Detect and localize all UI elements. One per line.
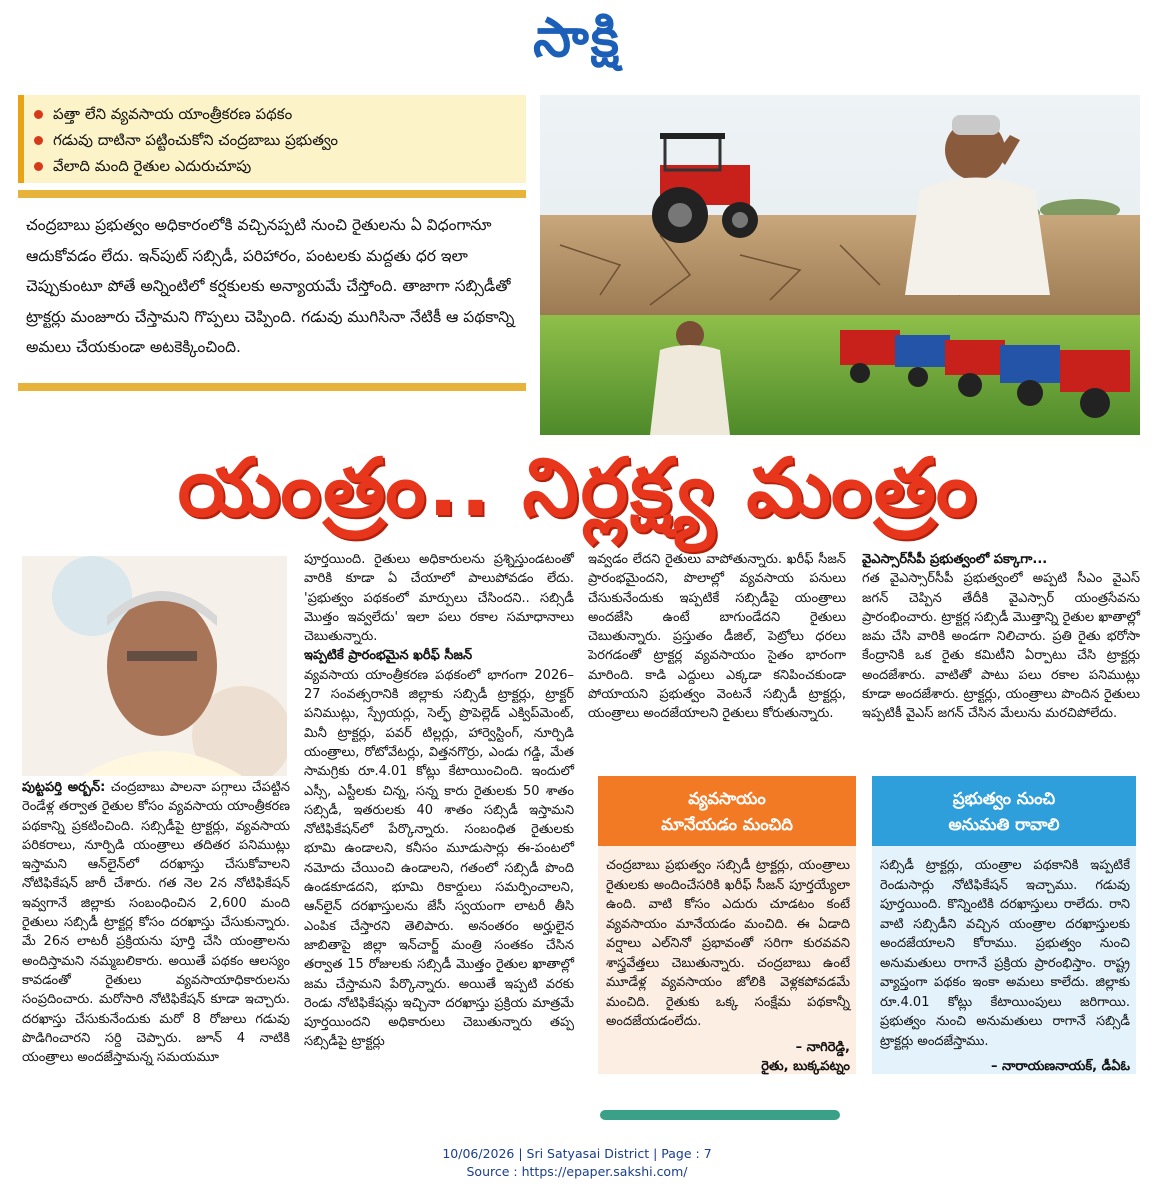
box-title-line: ప్రభుత్వం నుంచి: [952, 789, 1056, 808]
key-point-text: పత్తా లేని వ్యవసాయ యాంత్రీకరణ పథకం: [53, 105, 293, 123]
bullet-dot-icon: [34, 136, 43, 145]
key-point: [34, 153, 516, 179]
quote-signature: – నారాయణనాయక్, డీఏఓ: [990, 1059, 1130, 1074]
source-link[interactable]: Source : https://epaper.sakshi.com/: [466, 1164, 688, 1179]
key-point: [34, 101, 516, 127]
column-text: చంద్రబాబు పాలనా పగ్గాలు చేపట్టిన రెండేళ్ల తర్వాత రైతుల కోసం వ్యవసాయ యాంత్రీకరణ పథకాన్ని ప్రకటించింది. సబ్సిడీపై ట్రాక్టర్లు, వ్యవసాయ పరికరాలు, నూర్పిడి యంత్రాలు తదితర పనిముట్లు ఇస్తామని ఆన్‌లైన్‌లో దరఖాస్తు చేసుకోవాలని నోటిఫికేషన్ జారీ చేశారు. గత నెల 2న నోటిఫికేషన్ ఇవ్వగానే జిల్లాకు సంబంధించిన 2,600 మంది రైతులు సబ్సిడీ ట్రాక్టర్ల కోసం దరఖాస్తు చేసుకున్నారు. మే 26న లాటరీ ప్రక్రియను పూర్తి చేసి యంత్రాలను అందిస్తామని నమ్మబలికారు. అయితే పథకం ఆలస్యం కావడంతో రైతులు వ్యవసాయాధికారులను సంప్రదించారు. మరోసారి నోటిఫికేషన్ కూడా ఇచ్చారు. దరఖాస్తు చేసుకునేందుకు మరో 8 రోజులు గడువు పొడిగించారని సర్ది చెప్పారు. జూన్ 4 నాటికి యంత్రాలు అందజేస్తామన్న సమయమూ: [22, 780, 290, 1066]
key-point-text: గడువు దాటినా పట్టించుకోని చంద్రబాబు ప్రభుత్వం: [53, 131, 338, 149]
main-headline: యంత్రం.. నిర్లక్ష్య మంత్రం: [177, 441, 979, 534]
edition-info: 10/06/2026 | Sri Satyasai District | Page : 7: [442, 1146, 712, 1161]
column-text: వ్యవసాయ యాంత్రీకరణ పథకంలో భాగంగా 2026–27 సంవత్సరానికి జిల్లాకు సబ్సిడీ ట్రాక్టర్లు, ట్రాక్టర్ పనిముట్లు, స్ప్రేయర్లు, సెల్ఫ్ ప్రొపెల్లెడ్ ఎక్విప్‌మెంట్, మినీ ట్రాక్టర్లు, పవర్ టిల్లర్లు, హార్వెస్టింగ్, నూర్పిడి యంత్రాలు, రోటోవేటర్లు, విత్తనగొర్రు, ఎండు గడ్డి, మేత సామగ్రికు రూ.4.01 కోట్లు కేటాయించింది. ఇందులో ఎస్సీ, ఎస్టీలకు చిన్న, సన్న కారు రైతులకు 50 శాతం సబ్సిడీ, ఇతరులకు 40 శాతం సబ్సిడీ ఇస్తామని నోటిఫికేషన్‌లో పేర్కొన్నారు. సంబంధిత రైతులకు భూమి ఉండాలని, కనీసం మూడుసార్లు ఈ-పంటలో నమోదు చేయించి ఉండాలని, గతంలో సబ్సిడీ పొంది ఉండకూడదని, భూమి రికార్డులు సమర్పించాలని, ఆన్‌లైన్ దరఖాస్తులను జేసీ స్వయంగా లాటరీ తీసి ఎంపిక చేస్తారని తెలిపారు. అనంతరం అర్హులైన జాబితాపై జిల్లా ఇన్‌చార్జ్ మంత్రి సంతకం చేసిన తర్వాత 15 రోజులకు సబ్సిడీ మొత్తం రైతుల ఖాతాల్లో జమ చేస్తామని పేర్కొన్నారు. అయితే ఇప్పటి వరకు రెండు నోటిఫికేషన్లు ఇచ్చినా దరఖాస్తు ప్రక్రియ మాత్రమే పూర్తయిందని అధికారులు చెబుతున్నారు తప్ప సబ్సిడీపై ట్రాక్టర్లు: [304, 667, 574, 1050]
subheading: వైఎస్సార్‌సీపీ ప్రభుత్వంలో పక్కాగా...: [862, 552, 1048, 567]
quote-text: సబ్సిడీ ట్రాక్టర్లు, యంత్రాల పథకానికి ఇప్పటికే రెండుసార్లు నోటిఫికేషన్ ఇచ్చాము. గడువు పూర్తయింది. కొన్నింటికి దరఖాస్తులు రాలేదు. రాని వాటి సబ్సిడీని వచ్చిన యంత్రాల దరఖాస్తులకు అందజేయాలని కోరాము. ప్రభుత్వం నుంచి అనుమతులు రాగానే ప్రక్రియ ప్రారంభిస్తాం. రాష్ట్ర వ్యాప్తంగా పథకం ఇంకా అమలు కాలేదు. జిల్లాకు రూ.4.01 కోట్లు కేటాయింపులు జరిగాయి. ప్రభుత్వం నుంచి అనుమతులు రాగానే సబ్సిడీ ట్రాక్టర్లు అందజేస్తాము.: [880, 858, 1130, 1049]
masthead: [0, 0, 1154, 80]
key-point: [34, 127, 516, 153]
divider: [18, 383, 526, 391]
article-column-1: [22, 778, 290, 1067]
sakshi-logo[interactable]: సాక్షి: [533, 6, 621, 69]
portrait-illustration: [22, 556, 287, 776]
box-title-line: వ్యవసాయం: [688, 789, 766, 808]
quote-signature-role: రైతు, బుక్కపట్నం: [761, 1059, 850, 1074]
chandrababu-portrait: [22, 556, 287, 776]
quote-box-official-title: [872, 776, 1136, 846]
article-column-2: [304, 550, 574, 1052]
photo-illustration: [540, 95, 1140, 435]
decorative-strip: [600, 1110, 840, 1120]
column-text: గత వైఎస్సార్‌సీపీ ప్రభుత్వంలో అప్పటి సీఎం వైఎస్ జగన్ చెప్పిన తేదీకి వైఎస్సార్ యంత్రసేవను ప్రారంభించారు. ట్రాక్టర్ల సబ్సిడీ మొత్తాన్ని రైతుల ఖాతాల్లో జమ చేసి వారికి అండగా నిలిచారు. ప్రతి రైతు భరోసా కేంద్రానికి ఒక రైతు కమిటీని ఏర్పాటు చేసి ట్రాక్టర్లు అందజేశారు. వాటితో పాటు పలు రకాల పనిముట్లు కూడా అందజేశారు. ట్రాక్టర్లు, యంత్రాలు పొందిన రైతులు ఇప్పటికీ వైఎస్ జగన్ చేసిన మేలును మరచిపోలేదు.: [862, 571, 1140, 722]
quote-signature: – నాగిరెడ్డి,: [795, 1039, 850, 1055]
article-column-3: [588, 550, 846, 724]
column-text: ఇవ్వడం లేదని రైతులు వాపోతున్నారు. ఖరీఫ్ సీజన్ ప్రారంభమైందని, పొలాల్లో వ్యవసాయ పనులు చేసుకునేందుకు ఇప్పటికే సబ్సిడీపై యంత్రాలు అందజేసి ఉంటే బాగుండేదని రైతులు చెబుతున్నారు. ప్రస్తుతం డీజిల్, పెట్రోలు ధరలు పెరగడంతో ట్రాక్టర్ల వ్యవసాయం సైతం భారంగా మారింది. కాడి ఎద్దులు ఎక్కడా కనిపించకుండా పోయాయని ప్రభుత్వం వెంటనే సబ్సిడీ ట్రాక్టర్లు, యంత్రాలు అందజేయాలని రైతులు కోరుతున్నారు.: [588, 552, 846, 722]
subheading: ఇప్పటికే ప్రారంభమైన ఖరీఫ్ సీజన్: [304, 648, 473, 664]
intro-paragraph: చంద్రబాబు ప్రభుత్వం అధికారంలోకి వచ్చినప్పటి నుంచి రైతులను ఏ విధంగానూ ఆదుకోవడం లేదు. ఇన్‌పుట్ సబ్సిడీ, పరిహారం, పంటలకు మద్దతు ధర ఇలా చెప్పుకుంటూ పోతే అన్నింటిలో కర్షకులకు అన్యాయమే చేస్తోంది. తాజాగా సబ్సిడీతో ట్రాక్టర్లు మంజూరు చేస్తామని గొప్పలు చెప్పింది. గడువు ముగిసినా నేటికీ ఆ పథకాన్ని అమలు చేయకుండా అటకెక్కించింది.: [26, 216, 515, 356]
key-point-text: వేలాది మంది రైతుల ఎదురుచూపు: [53, 157, 252, 175]
bullet-dot-icon: [34, 162, 43, 171]
dateline: పుట్టపర్తి అర్బన్:: [22, 780, 106, 795]
quote-text: చంద్రబాబు ప్రభుత్వం సబ్సిడీ ట్రాక్టర్లు, యంత్రాలు రైతులకు అందించేసరికి ఖరీఫ్ సీజన్ పూర్తయ్యేలా ఉంది. వాటి కోసం ఎదురు చూడటం కంటే వ్యవసాయం మానేయడం మంచిది. ఈ ఏడాది వర్షాలు ఎల్‌నినో ప్రభావంతో సరిగా కురవవని శాస్త్రవేత్తలు చెబుతున్నారు. చంద్రబాబు ఉంటే మూడేళ్ల వ్యవసాయం జోలికి వెళ్లకపోవడమే మంచిది. రైతుకు ఒక్క సంక్షేమ పథకాన్నీ అందజేయడంలేదు.: [606, 858, 850, 1029]
divider: [18, 190, 526, 198]
quote-box-farmer-text: [606, 856, 850, 1077]
column-text: పూర్తయింది. రైతులు అధికారులను ప్రశ్నిస్తుండటంతో వారికి కూడా ఏ చేయాలో పాలుపోవడం లేదు. 'ప్రభుత్వం పథకంలో మార్పులు చేసిందని.. సబ్సిడీ మొత్తం ఇవ్వలేదు' ఇలా పలు రకాల సమాధానాలు చెబుతున్నారు.: [304, 552, 574, 645]
quote-box-farmer-title: [598, 776, 856, 846]
box-title-line: మానేయడం మంచిది: [661, 815, 793, 834]
key-points-box: [18, 95, 526, 183]
quote-box-official-text: [880, 856, 1130, 1077]
farmers-tractors-photo: [540, 95, 1140, 435]
bullet-dot-icon: [34, 110, 43, 119]
box-title-line: అనుమతి రావాలి: [948, 815, 1060, 834]
article-column-4: [862, 550, 1140, 724]
